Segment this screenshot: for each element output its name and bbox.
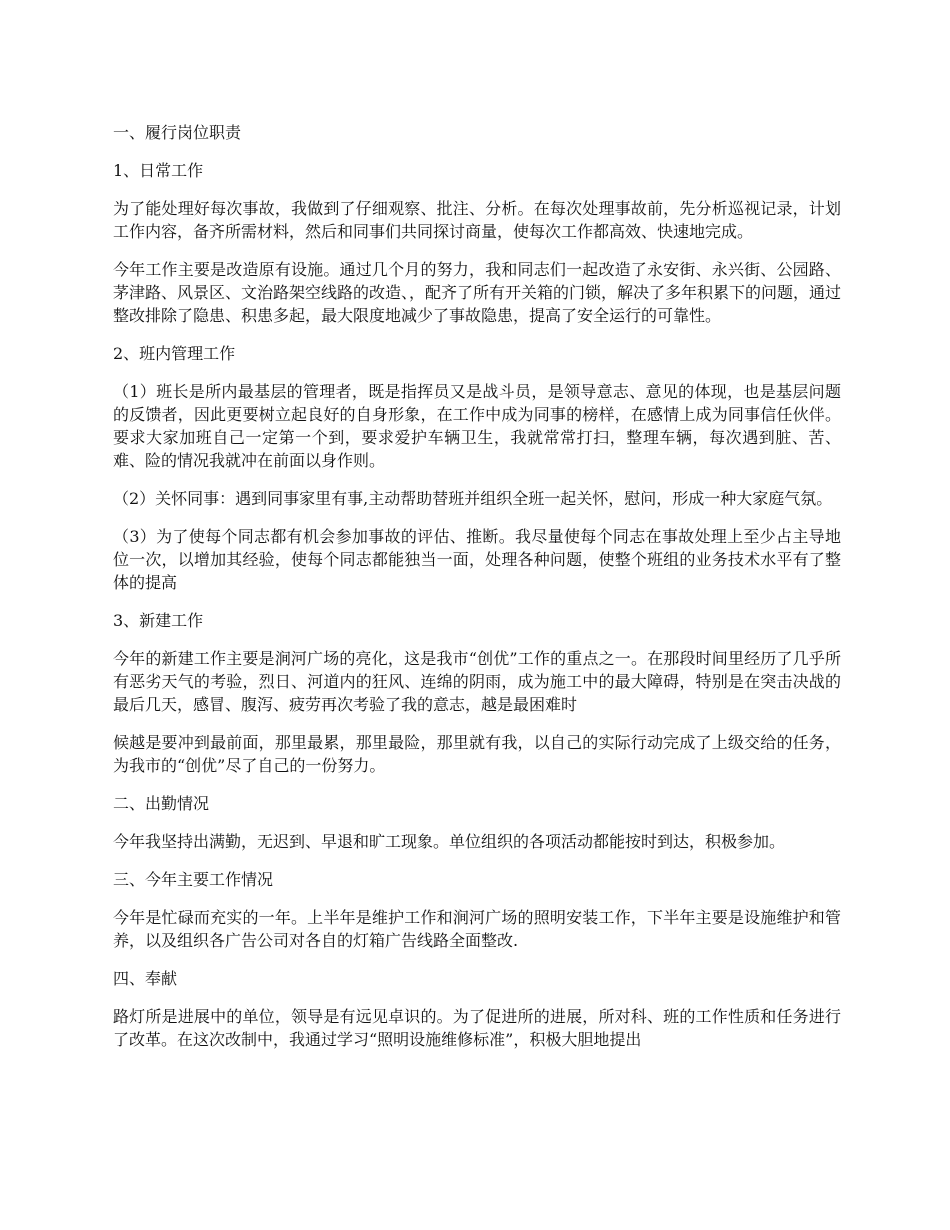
paragraph-new-construction-2: 候越是要冲到最前面，那里最累，那里最险，那里就有我，以自己的实际行动完成了上级交给的任务，为我市的“创优”尽了自己的一份努力。: [113, 733, 841, 775]
paragraph-daily-work: 为了能处理好每次事故，我做到了仔细观察、批注、分析。在每次处理事故前，先分析巡视记录，计划工作内容，备齐所需材料，然后和同事们共同探讨商量，使每次工作都高效、快速地完成。: [113, 199, 841, 241]
paragraph-management-3: （3）为了使每个同志都有机会参加事故的评估、推断。我尽量使每个同志在事故处理上至少占主导地位一次，以增加其经验，使每个同志都能独当一面，处理各种问题，使整个班组的业务技术水平有了整体的提高: [113, 527, 841, 592]
paragraph-new-construction-1: 今年的新建工作主要是涧河广场的亮化，这是我市“创优”工作的重点之一。在那段时间里经历了几乎所有恶劣天气的考验，烈日、河道内的狂风、连绵的阴雨，成为施工中的最大障碍，特别是在突击决战的最后几天，感冒、腹泻、疲劳再次考验了我的意志，越是最困难时: [113, 649, 841, 714]
paragraph-management-1: （1）班长是所内最基层的管理者，既是指挥员又是战斗员，是领导意志、意见的体现，也是基层问题的反馈者，因此更要树立起良好的自身形象，在工作中成为同事的榜样，在感情上成为同事信任伙伴。要求大家加班自己一定第一个到，要求爱护车辆卫生，我就常常打扫，整理车辆，每次遇到脏、苦、难、险的情况我就冲在前面以身作则。: [113, 382, 841, 470]
section-heading-3: 三、今年主要工作情况: [113, 870, 274, 889]
paragraph-facility-renovation: 今年工作主要是改造原有设施。通过几个月的努力，我和同志们一起改造了永安街、永兴街、公园路、茅津路、风景区、文治路架空线路的改造、，配齐了所有开关箱的门锁，解决了多年积累下的问题，通过整改排除了隐患、积患多起，最大限度地减少了事故隐患，提高了安全运行的可靠性。: [113, 260, 842, 325]
paragraph-management-2: （2）关怀同事：遇到同事家里有事,主动帮助替班并组织全班一起关怀，慰问，形成一种大家庭气氛。: [113, 489, 833, 508]
document-page: [113, 121, 841, 1066]
subsection-heading-2: 2、班内管理工作: [113, 344, 236, 363]
subsection-heading-1: 1、日常工作: [113, 161, 204, 180]
paragraph-contribution: 路灯所是进展中的单位，领导是有远见卓识的。为了促进所的进展，所对科、班的工作性质和任务进行了改革。在这次改制中，我通过学习“照明设施维修标准”，积极大胆地提出: [113, 1007, 841, 1049]
paragraph-attendance: 今年我坚持出满勤，无迟到、早退和旷工现象。单位组织的各项活动都能按时到达，积极参加。: [113, 832, 786, 851]
section-heading-4: 四、奉献: [113, 969, 178, 988]
section-heading-1: 一、履行岗位职责: [113, 123, 242, 142]
section-heading-2: 二、出勤情况: [113, 794, 210, 813]
paragraph-main-work: 今年是忙碌而充实的一年。上半年是维护工作和涧河广场的照明安装工作，下半年主要是设施维护和管养，以及组织各广告公司对各自的灯箱广告线路全面整改.: [113, 908, 841, 950]
subsection-heading-3: 3、新建工作: [113, 611, 204, 630]
